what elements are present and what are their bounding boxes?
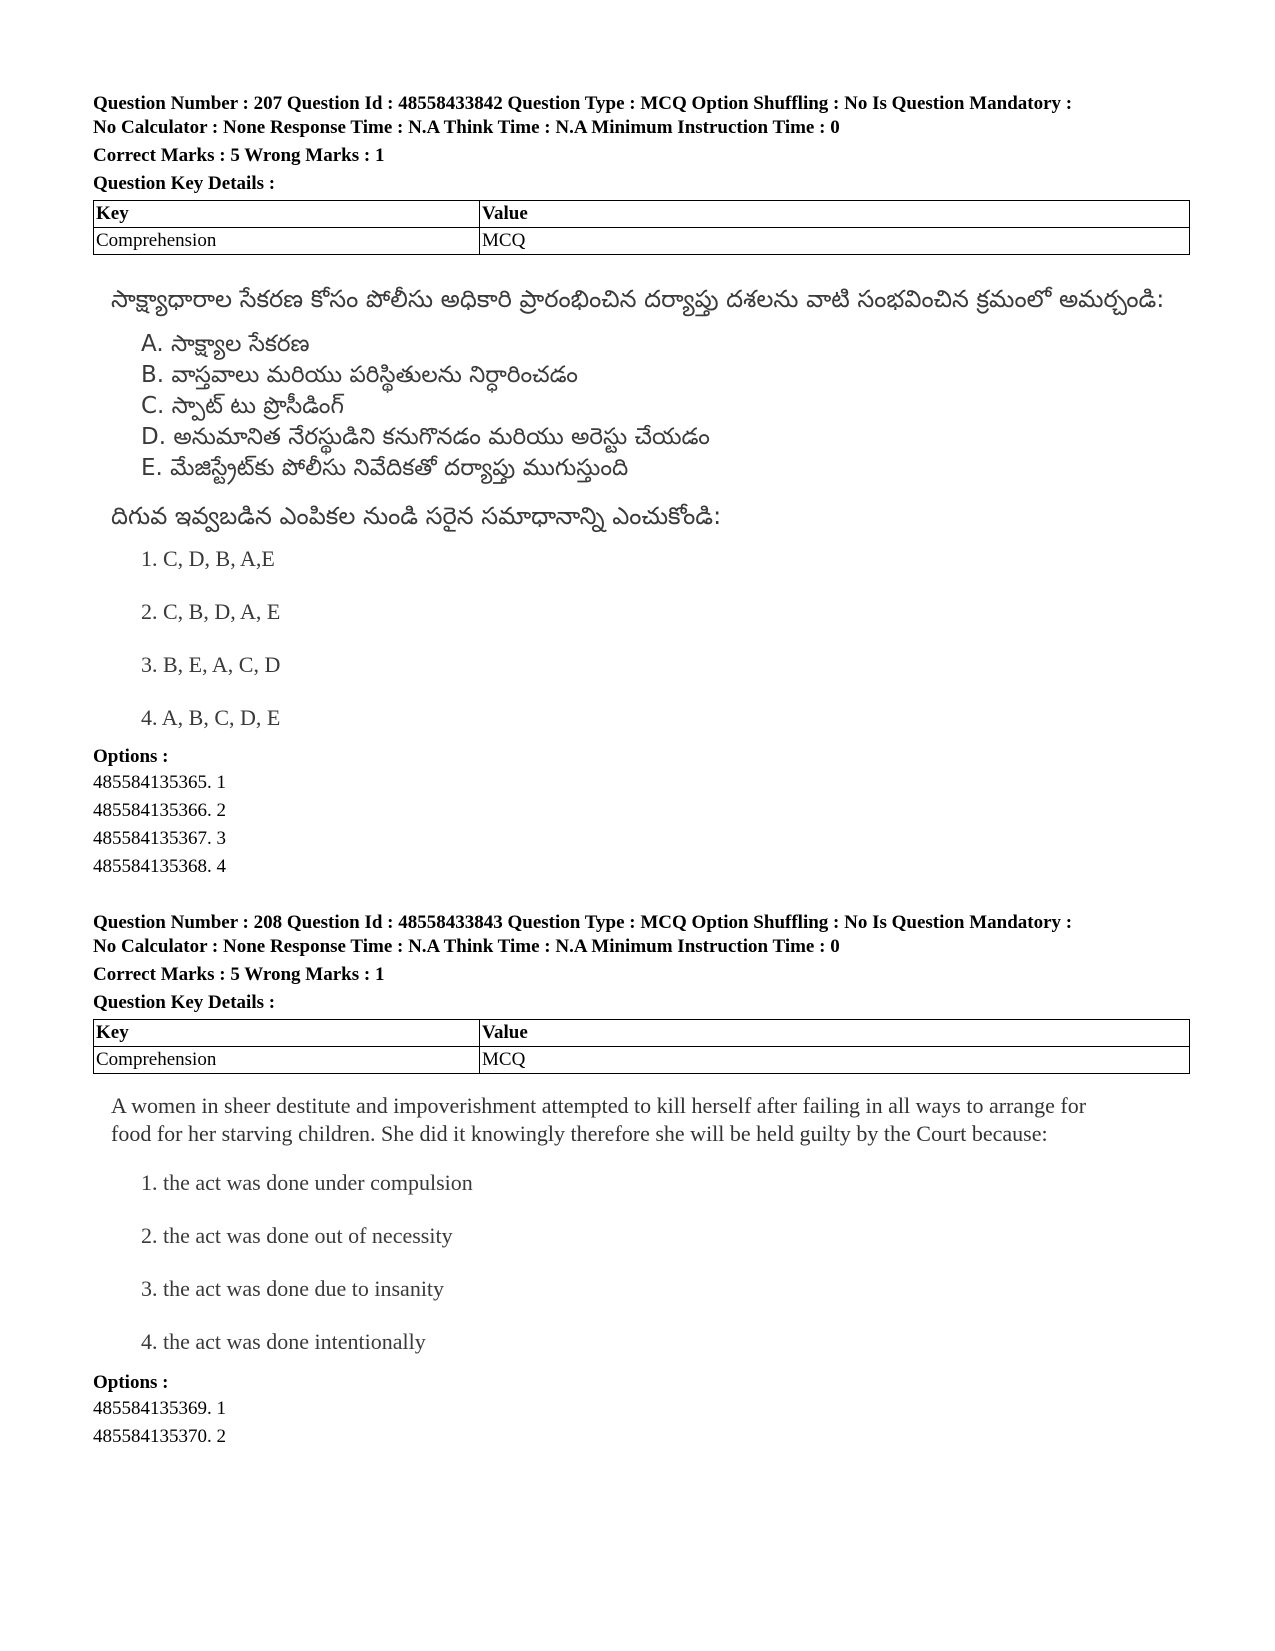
meta-line-1: Question Number : 208 Question Id : 48558433843 Question Type : MCQ Option Shuffling : No Is Question Mandatory : [93,912,1073,933]
statement-item: D. అనుమానిత నేరస్థుడిని కనుగొనడం మరియు అరెస్టు చేయడం [141,424,710,450]
question-stem [111,1092,1193,1148]
table-header-value: Value [480,1020,1190,1047]
question-image-207 [111,283,1193,739]
option-item: 485584135369. 1 [93,1398,226,1419]
choice-item: 3. the act was done due to insanity [141,1276,445,1301]
question-meta [93,911,1193,959]
marks-line: Correct Marks : 5 Wrong Marks : 1 [93,964,385,985]
question-image-208 [111,1092,1193,1365]
option-item: 485584135365. 1 [93,772,226,793]
statement-item: E. మేజిస్ట్రేట్‌కు పోలీసు నివేదికతో దర్యాప్తు ముగుస్తుంది [141,455,629,481]
question-208 [93,911,1193,1451]
choice-list [141,544,1193,739]
options-list [93,769,1193,881]
key-details-label: Question Key Details : [93,992,276,1013]
document-page [93,92,1193,1451]
question-207 [93,92,1193,881]
table-cell-value: MCQ [480,1047,1190,1074]
options-list [93,1395,1193,1451]
table-cell-value: MCQ [480,228,1190,255]
table-header-key: Key [94,201,480,228]
statement-item: A. సాక్ష్యాల సేకరణ [141,331,310,357]
table-header-row [94,1020,1190,1047]
table-header-row [94,201,1190,228]
options-label: Options : [93,1372,169,1393]
choice-item: 1. C, D, B, A,E [141,546,275,571]
option-item: 485584135370. 2 [93,1426,226,1447]
stem-line-1: A women in sheer destitute and impoverishment attempted to kill herself after failing in all ways to arrange for [111,1093,1087,1118]
stem-line-2: food for her starving children. She did it knowingly therefore she will be held guilty by the Court because: [111,1121,1048,1146]
question-stem: సాక్ష్యాధారాల సేకరణ కోసం పోలీసు అధికారి ప్రారంభించిన దర్యాప్తు దశలను వాటి సంభవించిన క్రమంలో అమర్చండి: [111,285,1165,313]
statement-list [141,329,1193,484]
table-header-value: Value [480,201,1190,228]
table-row [94,1047,1190,1074]
meta-line-2: No Calculator : None Response Time : N.A Think Time : N.A Minimum Instruction Time : 0 [93,117,840,138]
question-direction: దిగువ ఇవ్వబడిన ఎంపికల నుండి సరైన సమాధానాన్ని ఎంచుకోండి: [111,502,722,530]
key-details-label: Question Key Details : [93,173,276,194]
key-details-table [93,1019,1190,1074]
table-cell-key: Comprehension [94,228,480,255]
table-row [94,228,1190,255]
choice-item: 1. the act was done under compulsion [141,1170,473,1195]
choice-item: 4. A, B, C, D, E [141,705,281,730]
meta-line-2: No Calculator : None Response Time : N.A Think Time : N.A Minimum Instruction Time : 0 [93,936,840,957]
choice-item: 3. B, E, A, C, D [141,652,281,677]
marks-line: Correct Marks : 5 Wrong Marks : 1 [93,145,385,166]
options-label: Options : [93,746,169,767]
option-item: 485584135368. 4 [93,856,226,877]
meta-line-1: Question Number : 207 Question Id : 48558433842 Question Type : MCQ Option Shuffling : No Is Question Mandatory : [93,93,1073,114]
choice-item: 4. the act was done intentionally [141,1329,426,1354]
question-meta [93,92,1193,140]
option-item: 485584135367. 3 [93,828,226,849]
choice-item: 2. the act was done out of necessity [141,1223,453,1248]
statement-item: B. వాస్తవాలు మరియు పరిస్థితులను నిర్ధారించడం [141,362,578,388]
key-details-table [93,200,1190,255]
table-cell-key: Comprehension [94,1047,480,1074]
statement-item: C. స్పాట్ టు ప్రొసీడింగ్ [141,393,344,419]
option-item: 485584135366. 2 [93,800,226,821]
choice-list [141,1168,1193,1365]
table-header-key: Key [94,1020,480,1047]
choice-item: 2. C, B, D, A, E [141,599,281,624]
